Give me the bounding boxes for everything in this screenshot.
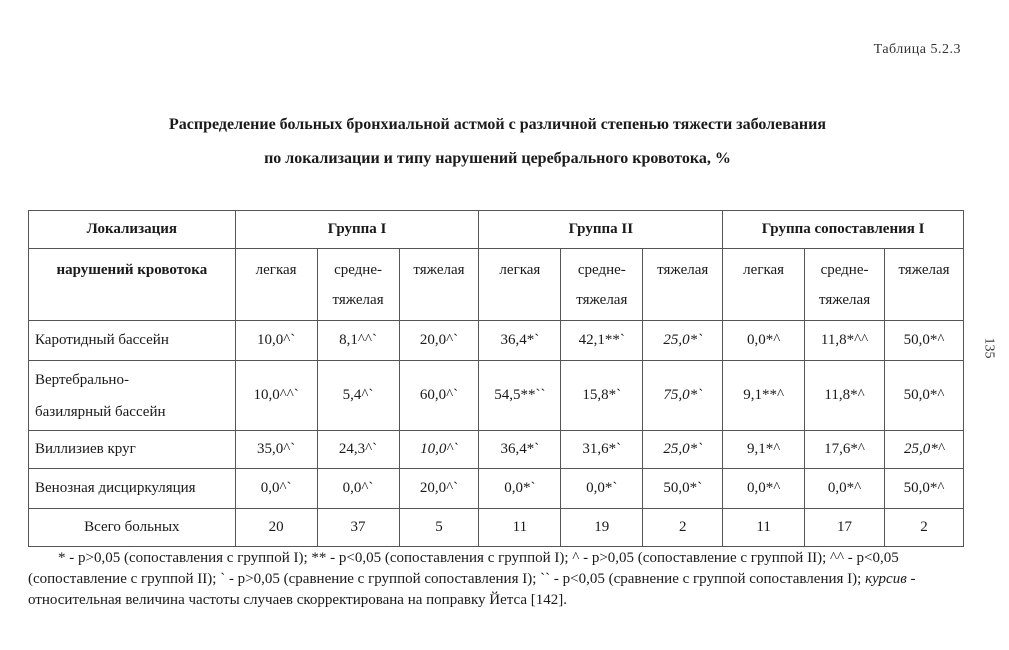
- table-cell: 75,0*`: [643, 361, 723, 431]
- severity-medium-header: средне- тяжелая: [805, 249, 885, 321]
- table-cell: 50,0*`: [643, 469, 723, 509]
- severity-light-header: легкая: [723, 249, 805, 321]
- severity-light-header: легкая: [479, 249, 561, 321]
- header-row-groups: [29, 211, 964, 249]
- footnote-text-end: - относительная величина частоты случаев скорректирована на поправку Йетса [142].: [28, 571, 916, 608]
- group-2-header: Группа II: [479, 211, 723, 249]
- table-cell: 9,1*^: [723, 431, 805, 469]
- table-cell: 2: [885, 509, 964, 547]
- severity-severe-header: тяжелая: [885, 249, 964, 321]
- table-cell: 0,0^`: [317, 469, 399, 509]
- table-cell: 31,6*`: [561, 431, 643, 469]
- footnote-italic-word: курсив: [865, 571, 907, 587]
- table-footnote: [28, 548, 968, 611]
- table-cell: 2: [643, 509, 723, 547]
- severity-medium-header: средне- тяжелая: [561, 249, 643, 321]
- table-cell: 15,8*`: [561, 361, 643, 431]
- table-cell: 60,0^`: [399, 361, 479, 431]
- table-cell: 0,0*^: [723, 469, 805, 509]
- table-cell: 5,4^`: [317, 361, 399, 431]
- row-label: Каротидный бассейн: [29, 321, 236, 361]
- footnote-text: * - р>0,05 (сопоставления с группой I); ** - р<0,05 (сопоставления с группой I); ^ - р>0,05 (сопоставление с группой II); ^^ - р<0,05 (сопоставление с группой II); ` - р>0,05 (сравнение с группой сопоставления I); `` - р<0,05 (сравнение с группой сопоставления I);: [28, 550, 899, 587]
- table-cell: 20,0^`: [399, 469, 479, 509]
- table-cell: 0,0*`: [561, 469, 643, 509]
- table-cell: 17,6*^: [805, 431, 885, 469]
- table-cell: 36,4*`: [479, 321, 561, 361]
- group-1-header: Группа I: [235, 211, 479, 249]
- table-row: [29, 469, 964, 509]
- page-number: 135: [981, 337, 997, 359]
- table-cell: 36,4*`: [479, 431, 561, 469]
- row-label: Венозная дисциркуляция: [29, 469, 236, 509]
- comparison-group-header: Группа сопоставления I: [723, 211, 964, 249]
- table-cell: 20: [235, 509, 317, 547]
- table-cell: 5: [399, 509, 479, 547]
- row-label: Всего больных: [29, 509, 236, 547]
- table-cell: 25,0*`: [643, 321, 723, 361]
- table-cell: 0,0*`: [479, 469, 561, 509]
- header-row-severity: [29, 249, 964, 321]
- table-cell: 17: [805, 509, 885, 547]
- table-cell: 20,0^`: [399, 321, 479, 361]
- table-row: [29, 361, 964, 431]
- table-cell: 50,0*^: [885, 321, 964, 361]
- severity-severe-header: тяжелая: [643, 249, 723, 321]
- table-cell: 25,0*`: [643, 431, 723, 469]
- row-label: Вертебрально- базилярный бассейн: [29, 361, 236, 431]
- table-row: [29, 431, 964, 469]
- table-cell: 0,0^`: [235, 469, 317, 509]
- table-title-line-1: Распределение больных бронхиальной астмой с различной степенью тяжести заболевания: [168, 116, 826, 133]
- table-cell: 54,5**``: [479, 361, 561, 431]
- table-cell: 37: [317, 509, 399, 547]
- table-cell: 11,8*^: [805, 361, 885, 431]
- severity-light-header: легкая: [235, 249, 317, 321]
- table-number-label: Таблица 5.2.3: [873, 42, 961, 57]
- table-cell: 42,1**`: [561, 321, 643, 361]
- table-cell: 11,8*^^: [805, 321, 885, 361]
- table-cell: 9,1**^: [723, 361, 805, 431]
- table-cell: 8,1^^`: [317, 321, 399, 361]
- table-cell: 0,0*^: [805, 469, 885, 509]
- severity-severe-header: тяжелая: [399, 249, 479, 321]
- severity-medium-header: средне- тяжелая: [317, 249, 399, 321]
- table-cell: 0,0*^: [723, 321, 805, 361]
- localization-header-line-2: нарушений кровотока: [29, 249, 236, 321]
- table-cell: 11: [479, 509, 561, 547]
- table-cell: 10,0^^`: [235, 361, 317, 431]
- table-cell: 50,0*^: [885, 361, 964, 431]
- row-label: Виллизиев круг: [29, 431, 236, 469]
- table-cell: 24,3^`: [317, 431, 399, 469]
- table-cell: 10,0^`: [399, 431, 479, 469]
- table-row-total: [29, 509, 964, 547]
- table-row: [29, 321, 964, 361]
- table-cell: 50,0*^: [885, 469, 964, 509]
- table-cell: 25,0*^: [885, 431, 964, 469]
- table-cell: 35,0^`: [235, 431, 317, 469]
- distribution-table: [28, 210, 964, 547]
- table-title-line-2: по локализации и типу нарушений церебрального кровотока, %: [264, 150, 731, 167]
- table-cell: 19: [561, 509, 643, 547]
- localization-header-line-1: Локализация: [29, 211, 236, 249]
- table-cell: 11: [723, 509, 805, 547]
- table-cell: 10,0^`: [235, 321, 317, 361]
